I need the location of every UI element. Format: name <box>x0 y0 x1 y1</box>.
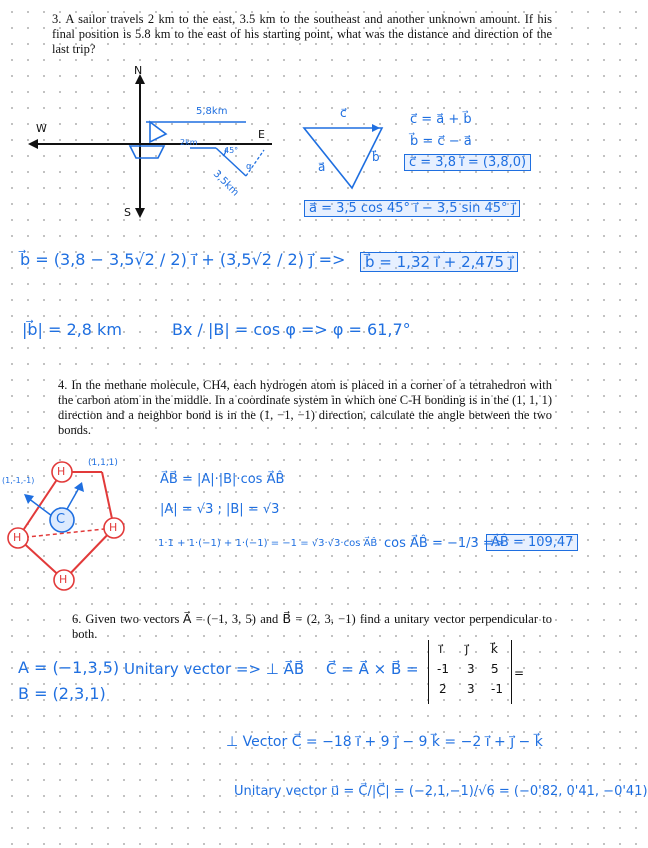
triangle-label-a: a⃗ <box>318 160 326 174</box>
determinant-matrix <box>428 640 512 704</box>
compass-east-label: E <box>258 128 265 141</box>
label-45-deg: 45° <box>224 146 239 155</box>
det-r3c3: -1 <box>491 682 503 696</box>
compass-south-label: S <box>124 206 131 219</box>
work-cos-value: cos A⃗B̂ = −1/3 => <box>384 536 505 551</box>
arrow-1-1-1-head <box>74 482 84 492</box>
det-i: i⃗ <box>439 642 443 656</box>
arrow-1-m1-m1 <box>28 498 52 516</box>
problem-3-text: A sailor travels 2 km to the east, 3.5 km to the southeast and another unknown amount. If his final position is 5.8 km to the east of his starting point, what was the distance and direction of the last trip? <box>52 12 552 56</box>
unitary-vector-result: Unitary vector u⃗ = C⃗/|C⃗| = (−2,1,−1)/√6 = (−0'82, 0'41, −0'41) <box>234 784 648 799</box>
compass-north-label: N <box>134 64 143 77</box>
det-j: j⃗ <box>465 642 469 656</box>
problem-6-text: Given two vectors A⃗ = (−1, 3, 5) and B⃗ = (2, 3, −1) find a unitary vector perpendicular to both. <box>72 612 552 641</box>
determinant-equals: = <box>514 666 525 680</box>
det-r2c3: 5 <box>491 662 499 676</box>
label-3-5km: 3,5km <box>210 168 241 199</box>
vector-triangle <box>304 128 382 188</box>
triangle-label-c: c⃗ <box>340 106 347 120</box>
atom-h-top-label: H <box>57 465 66 478</box>
label-direction-1-m1-m1: (1,-1,-1) <box>2 476 35 485</box>
label-direction-1-1-1: (1,1,1) <box>88 458 118 468</box>
label-alpha: α <box>246 162 252 172</box>
det-r2c2: 3 <box>467 662 475 676</box>
atom-c-label: C <box>56 512 66 527</box>
work-magnitudes: |A| = √3 ; |B| = √3 <box>160 502 280 517</box>
vector-b-given: B = (2,3,1) <box>18 684 106 703</box>
label-2km: 2km <box>180 138 198 147</box>
note-c-value: c⃗ = 3,8 i⃗ = (3,8,0) <box>404 154 531 171</box>
note-a-components: a⃗ = 3,5 cos 45° i⃗ − 3,5 sin 45° j⃗ <box>304 200 520 217</box>
problem-6-number: 6. <box>72 612 82 626</box>
arrow-1-m1-m1-head <box>24 494 34 504</box>
unitary-perpendicular-note: Unitary vector => ⊥ A⃗B⃗ <box>124 660 305 678</box>
det-k: k⃗ <box>491 642 498 656</box>
work-dot-product: A⃗B⃗ = |A|·|B|·cos A⃗B̂ <box>160 472 285 487</box>
label-5-8km: 5,8km <box>196 106 228 117</box>
note-b-eq-c-minus-a: b⃗ = c⃗ − a⃗ <box>410 134 472 149</box>
problem-3-number: 3. <box>52 12 62 26</box>
work-angle-result: A⃗B̂ = 109,47 <box>486 534 578 551</box>
atom-h-right-label: H <box>109 521 118 534</box>
work-dot-expansion: 1·1 + 1·(−1) + 1·(−1) = −1 = √3·√3·cos A⃗B̂ <box>158 538 378 549</box>
det-r3c2: 3 <box>467 682 475 696</box>
work-b-vector: b⃗ = (3,8 − 3,5√2 / 2) i⃗ + (3,5√2 / 2) j⃗ => <box>20 250 346 269</box>
atom-h-left-label: H <box>13 531 22 544</box>
atom-h-bottom-label: H <box>59 573 68 586</box>
problem-4-text: In the methane molecule, CH4, each hydrogen atom is placed in a corner of a tetrahedron with the carbon atom in the middle. In a coordinate system in which one C-H bonding is in the (1, 1, 1) direction and a neighbor bond is in the (1, −1, −1) direction, calculate the angle between the two bonds. <box>58 378 552 437</box>
cross-product-expression: C⃗ = A⃗ × B⃗ = <box>326 660 419 678</box>
triangle-arrowhead <box>372 124 380 132</box>
vector-a-given: A = (−1,3,5) <box>18 658 120 677</box>
triangle-label-b: b⃗ <box>372 150 380 164</box>
work-angle-equation: Bx / |B| = cos φ => φ = 61,7° <box>172 320 411 339</box>
west-arrowhead <box>28 139 38 149</box>
south-arrowhead <box>135 208 145 218</box>
work-b-result: b⃗ = 1,32 i⃗ + 2,475 j⃗ <box>360 252 518 272</box>
det-r2c1: -1 <box>437 662 449 676</box>
det-r3c1: 2 <box>439 682 447 696</box>
work-b-magnitude: |b⃗| = 2,8 km <box>22 320 122 339</box>
problem-4-number: 4. <box>58 378 68 392</box>
compass-west-label: W <box>36 122 47 135</box>
boat-hull <box>130 146 164 158</box>
perpendicular-vector: ⊥ Vector C⃗ = −18 i⃗ + 9 j⃗ − 9 k⃗ = −2 i⃗ + j⃗ − k⃗ <box>226 734 543 750</box>
note-c-eq-a-plus-b: c⃗ = a⃗ + b⃗ <box>410 112 472 127</box>
boat-sail <box>150 122 166 142</box>
bond-bottom-right <box>64 528 114 580</box>
